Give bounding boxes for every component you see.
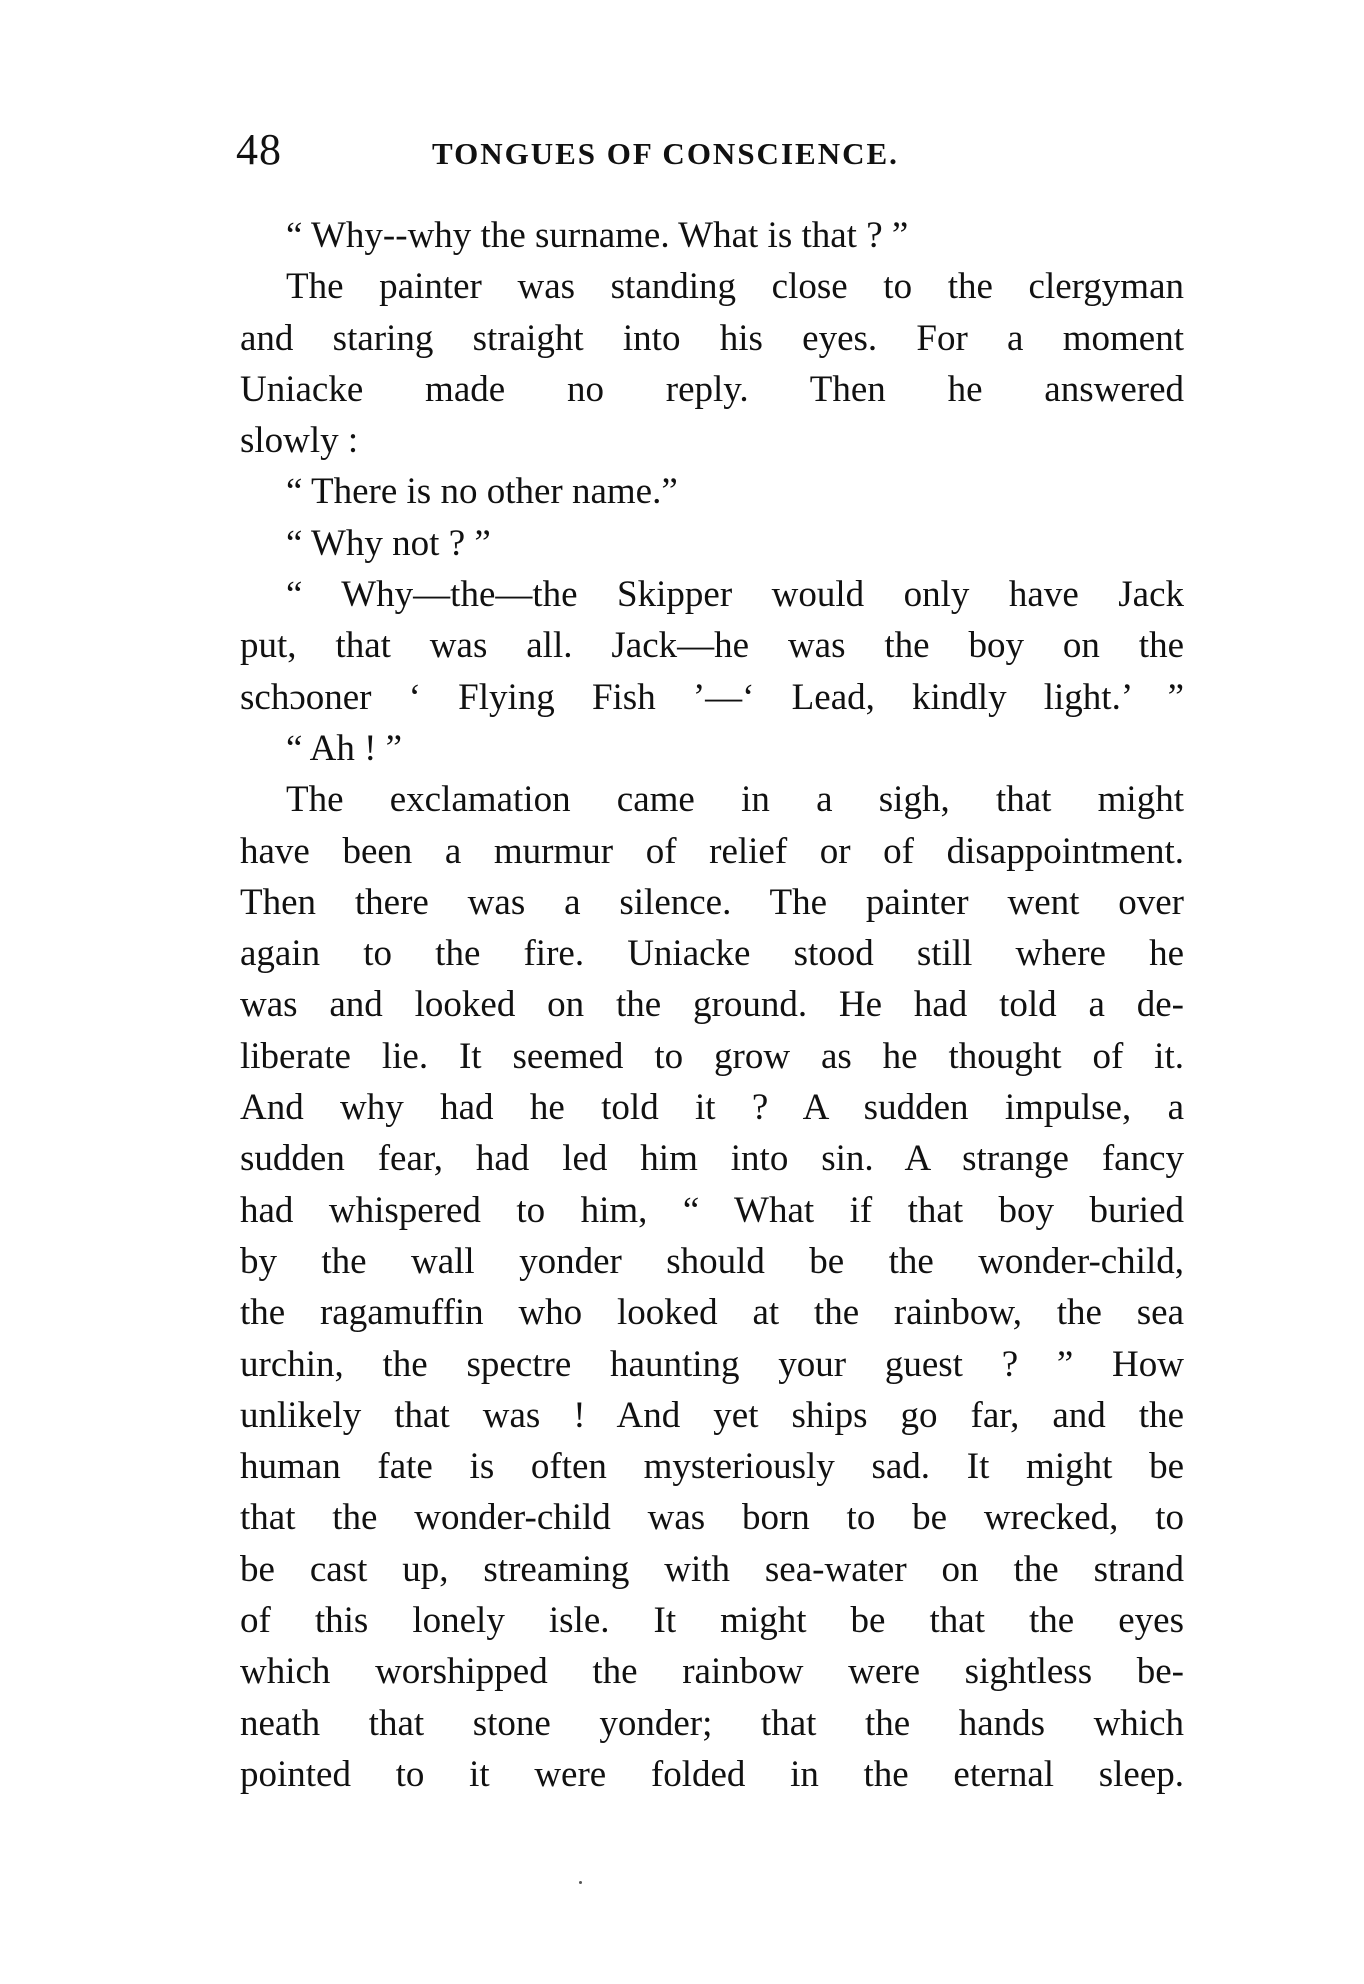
text-line: Then there was a silence. The painter went over xyxy=(240,881,1184,923)
page-number: 48 xyxy=(236,125,282,174)
text-line: sudden fear, had led him into sin. A strange fancy xyxy=(240,1138,1184,1180)
text-line: had whispered to him, “ What if that boy buried xyxy=(240,1189,1184,1231)
text-line: have been a murmur of relief or of disappointment. xyxy=(240,830,1184,872)
text-line: “ Why not ? ” xyxy=(286,522,491,564)
text-line: The painter was standing close to the clergyman xyxy=(286,266,1184,308)
text-line: Uniacke made no reply. Then he answered xyxy=(240,368,1184,410)
text-line: put, that was all. Jack—he was the boy on the xyxy=(240,625,1184,667)
text-line: and staring straight into his eyes. For a moment xyxy=(240,317,1184,359)
text-line: that the wonder-child was born to be wrecked, to xyxy=(240,1497,1184,1539)
body-text xyxy=(240,210,1184,1800)
text-line: The exclamation came in a sigh, that might xyxy=(286,779,1184,821)
text-line: “ Ah ! ” xyxy=(286,727,403,769)
text-line: of this lonely isle. It might be that the eyes xyxy=(240,1600,1184,1642)
text-line: again to the fire. Uniacke stood still where he xyxy=(240,933,1184,975)
text-line: be cast up, streaming with sea-water on the strand xyxy=(240,1548,1184,1590)
running-title: TONGUES OF CONSCIENCE. xyxy=(432,136,899,171)
text-line: human fate is often mysteriously sad. It might be xyxy=(240,1446,1184,1488)
text-line: And why had he told it ? A sudden impulse, a xyxy=(240,1087,1184,1129)
text-line: pointed to it were folded in the eternal sleep. xyxy=(240,1753,1184,1795)
text-line: “ There is no other name.” xyxy=(286,471,678,513)
text-line: by the wall yonder should be the wonder-child, xyxy=(240,1240,1184,1282)
text-line: slowly : xyxy=(240,420,359,462)
text-line: was and looked on the ground. He had told a de- xyxy=(240,984,1184,1026)
running-head xyxy=(236,122,1188,178)
text-line: the ragamuffin who looked at the rainbow, the sea xyxy=(240,1292,1184,1334)
text-line: schɔoner ‘ Flying Fish ’—‘ Lead, kindly light.’ ” xyxy=(240,676,1184,718)
text-line: liberate lie. It seemed to grow as he thought of it. xyxy=(240,1035,1184,1077)
text-line: “ Why--why the surname. What is that ? ” xyxy=(286,215,909,256)
text-line: neath that stone yonder; that the hands which xyxy=(240,1702,1184,1744)
text-line: which worshipped the rainbow were sightless be- xyxy=(240,1651,1184,1693)
print-speck xyxy=(579,1881,582,1884)
text-line: urchin, the spectre haunting your guest ? ” How xyxy=(240,1343,1184,1385)
text-line: unlikely that was ! And yet ships go far, and the xyxy=(240,1394,1184,1436)
text-line: “ Why—the—the Skipper would only have Jack xyxy=(286,574,1184,616)
